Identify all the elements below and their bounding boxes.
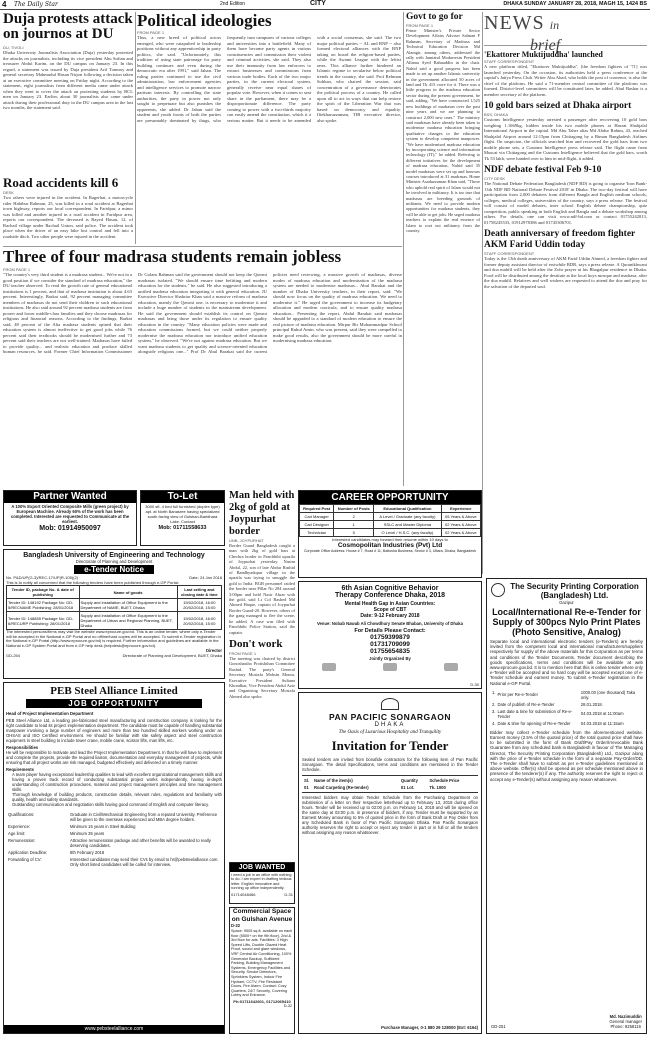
table-row bbox=[8, 838, 220, 848]
logo-icon bbox=[444, 663, 458, 671]
ad-req-heading: Requirements bbox=[6, 767, 34, 772]
ad-cbt-conference bbox=[298, 581, 482, 689]
conf-phone: 01731709099 bbox=[370, 641, 410, 648]
table-cell: O Level / H.S.C. (any faculty) bbox=[374, 529, 441, 537]
signatory-title: General manager bbox=[609, 1019, 642, 1024]
table-row bbox=[492, 702, 641, 707]
section-label: CITY bbox=[310, 0, 326, 7]
ad-to-let bbox=[140, 490, 225, 546]
col-header: Last selling and closing date & time bbox=[177, 586, 221, 599]
conf-phone: 01759399879 bbox=[370, 634, 410, 641]
brief-item bbox=[484, 229, 647, 289]
paper-name: The Daily Star bbox=[14, 1, 58, 8]
kv-key: Application Deadline: bbox=[8, 850, 48, 855]
ad-body: I need a job in an office with nothing to do. I am expert in drafting tedious letter. English innovative and running up office independently. bbox=[231, 873, 292, 891]
ad-phone: 01714048466 bbox=[231, 891, 256, 897]
headline: Man held with 2kg of gold at Joypurhat border bbox=[229, 490, 295, 537]
dateline: DHAKA SUNDAY JANUARY 28, 2018, MAGH 15, 1424 BS bbox=[503, 1, 647, 7]
ad-body: Bidder may collect e-Tender schedule from the aforementioned website. Earnest money (2.5% of the quoted price) of the total quoted price shall have to be submitted in the form of Bank Draft/Pay Order/Irrevocable Bank Guarantee from any scheduled bank in Bangladesh in favour of The Managing Director, The Security Printing Corporation (Bangladesh) Ltd., Gazipur along with the price of e-Tender schedule in the form of a separate Pay-Order/DD. The e-Tender shall have to submit as per e-Tender guidelines mentioned at above website. Offer(s) shall be opened as per schedule mentioned above in presence of the tenderer(s) if any. The authority reserves the right to reject or accept any e-Tender(s) without assigning any reason whatsoever. bbox=[490, 729, 643, 782]
col-header: Experience bbox=[441, 505, 480, 513]
column-rule bbox=[135, 12, 136, 244]
table-cell: 01 bbox=[304, 785, 309, 790]
page-number: 4 bbox=[2, 0, 7, 9]
ad-address: Corporate Office Address: House # 7, Road # 11, Baltosha Business, Sector # 3, Uttara, Dhaka, Bangladesh bbox=[303, 549, 477, 553]
table-cell: 1 bbox=[334, 521, 374, 529]
brief-body: Customs Intelligence yesterday arrested a passenger after recovering 10 gold bars weighing 1.1669kg, hidden inside his two mobile phones at Hazrat Shahjalal International Airport in the capital. Md Abu Taher alias Md Abdur Rahim, 43, reached Shahjalal Airport around 12:15pm from Chittagong by a Biman Bangladesh Airlines flight. On suspicion, the officials searched him and recovered the gold bars from two mobile phone sets, a Customs Intelligence press release said. The flight came from Muscat via Chittagong and the Customs Intelligence believed that the gold bars, worth Tk 53 lakh, were handed over to him in mid-flight, it added. bbox=[484, 117, 647, 161]
kv-value: 8th February 2018 bbox=[70, 850, 105, 855]
kv-value: 04.03.2018 at 11:15am bbox=[580, 720, 624, 726]
brief-byline: STAFF CORRESPONDENT bbox=[484, 59, 535, 64]
byline: FROM PAGE 1 bbox=[406, 23, 434, 28]
brief-body: Today is the 13th death anniversary of AKM Farid Uddin Ahmed, a freedom fighter and former deputy assistant director of erstwhile BDR, says a press release. A Quranikhwani and doa mahfil will be held after the Zohr prayer at his Bhagalpur residence in Dhaka. Food will be distributed among the destitute at the local boys mosque and madrasa, after the doa mahfil. Relatives and well wishers are requested to attend the doa and pray for the salvation of the departed soul. bbox=[484, 256, 647, 289]
kv-key: Remuneration: bbox=[8, 838, 36, 843]
ad-body: Sealed tenders are invited from bonafide contractors for the following item of Pan Pacific Sonargaon. The detail Specifications, terms and conditions are mentioned in the Tender Schedule. bbox=[302, 757, 478, 772]
headline: Govt to go for bbox=[406, 12, 463, 22]
brief-byline: BSS, DHAKA bbox=[484, 112, 509, 117]
ad-partner-wanted bbox=[3, 490, 137, 546]
ad-req-item: A team player having exceptional leadership qualities to lead with excellent organizational management skills and having a proven track record of conducting substantial project works independently, having in-depth understanding of construction procedures, material and project management principles and time management skills. bbox=[12, 772, 222, 792]
table-row bbox=[492, 721, 641, 726]
byline: DESK bbox=[3, 190, 14, 195]
ad-contact: Mob: 01711558633 bbox=[158, 525, 207, 531]
table-row bbox=[8, 824, 220, 829]
story-govt bbox=[406, 12, 480, 482]
story-madrasa bbox=[3, 246, 402, 486]
news-in-brief bbox=[484, 12, 647, 574]
story-body: Dhaka University Journalists Association (Duja) yesterday protested the attacks on journalists, including its vice president Abu Sufian and treasurer Abdul Karim, on the DU campus on January 23. In this regard, a statement was issued by Duja president Arif Tonmoy and general secretary Mahmudul Hasan Nirjon following a decision taken at an executive committee meeting on Friday night. According to the statement, eight journalists from different media came under attack when they went to cover the attack on protesting students by BCL men on January 23. Earlier, about 30 journalists also came under attack during their professional duty in the DU campus area in the last two months, the statement said. bbox=[3, 50, 133, 110]
kv-value: Graduate in Civil/Mechanical Engineering from a reputed University. Preference will be given to the overseas experienced and MBA degree holders. bbox=[70, 812, 218, 822]
table-cell: 02 Years & Above bbox=[441, 521, 480, 529]
brief-item bbox=[484, 101, 647, 161]
logo-icon bbox=[322, 663, 336, 671]
story-body: "The country's very third student is a madrasa student... We're not in a good position if we consider the standard of madrasa education," the DU teacher observed. To read the growth rate of general educational institutions is 1 percent, and that of madrasa institution is about 4.63 percent. Interestingly, Barkat said, 92 percent managing committee members of madrasas do not send their children to such educational institutions. He also said around 92 percent madrasa students are from poorer and lower middle-class families and they choose madrasas for religious and financial reasons. According to the findings, Barkat said, 48 percent of the Alia madrasa students opined that their education system is almost ineffective to get good jobs while 76 percent said their textbooks should be modernised further and 73 percent said their teachers are not well-trained. Madrasas have failed to provide quality... and realistic education and produce skilled human resources, he said. Former Chief Information Commissioner Dr Golam Rahman said the government should not keep the Qawmi madrasas isolated. "We should ensure time befitting and modern education for the students," he said. He also suggested introducing a unified madrasa education integrating it with general education. JU Executive Director Shahriar Khan said a massive reform of madrasa education, mainly the Qawmi one, is necessary to modernise it and include a huge number of students in the mainstream development. He said the government should establish its control on Qawmi madrasas and bring those under its regulation to ensure quality education in the country. "Many education policies were made and education commissions formed, but we could neither properly modernise the madrasa education nor introduce unified education system," he observed. "We're not against madrasa education. But we want madrasa students to get quality and science-oriented education alongside religious one..." Prof Dr Abul Barakat said the current policies need reviewing, a massive growth of madrasas, diverse modes of madrasa education and modernisation of the madrasa system are needed to modernise madrasas... Abul Barakat and the number of Dhaka University teachers, in their report, said: "We should now focus on the quality of madrasa education. We need to modernise it." He urged the government to increase its budgetary allocation and modern curricula, and to ensure quality madrasa education... Presenting the report, Abdul Barakat said madrasas should be upgraded to a standard of modern education to ensure the real picture of madrasa education. Mirpur Bir Mohammadpur School principal Ruhul Amin, who was present, said they were compelled to make good results, also the government should be more careful in modernising madrasa education. bbox=[3, 272, 402, 354]
ad-peb-steel bbox=[3, 682, 225, 1034]
brief-title: 'Ekattorer Muktijuddha' launched bbox=[484, 50, 603, 59]
kv-value: 28.01.2018. bbox=[580, 701, 603, 707]
brief-item bbox=[484, 165, 647, 225]
ad-signatory-dept: Directorate of Planning and Development, BUET, Dhaka bbox=[122, 653, 222, 659]
row-no: 2. bbox=[492, 701, 496, 707]
table-row bbox=[8, 812, 220, 822]
ad-position: Head of Project Implementation Department bbox=[6, 711, 94, 716]
brief-item bbox=[484, 50, 647, 97]
ad-body: Space: 9505 sq.ft. available on each floor (5500+ on the 9th floor), 2nd & 3rd floor for ads. Facilities: 3 High Speed Lifts, Double Glazed Heat Proof, sound and glare windows, VRF Central Air Conditioning, 100% Generator Backup, Sufficient Parking, Building Management Systems, Emergency Facilities and Security, Smoke Detectors, Sprinklers System, Indoor Fire Hydrant, CCTV, Fire Resistant Doors, Fire Alarm. Contact: Cozy Quarters, 24/7 Security, Covering Lobby and Entrance. bbox=[231, 929, 293, 998]
brief-byline: STAFF CORRESPONDENT bbox=[484, 251, 535, 256]
ad-note: The interested persons/firms may visit the website www.eprocure.gov.bd. This is an online tender, where only e-Tender will be accepted in the National e-GP Portal and no offline/hard copies will be accepted. To submit e-Tender registration in the National e-GP Portal (http://www.eprocure.gov.bd) is required. Further information and guidelines are available in the National e-GP System Portal and from e-GP help desk (helpdesk@eprocure.gov.bd). bbox=[6, 629, 221, 648]
headline: Don't work bbox=[229, 637, 283, 650]
story-political-ideologies bbox=[137, 12, 401, 244]
headline: Road accidents kill 6 bbox=[3, 176, 119, 190]
byline: DU, TIVOLI bbox=[3, 45, 24, 50]
table-cell: 19/02/2018, 16:00 20/02/2018, 15:00 bbox=[177, 612, 221, 630]
conf-org: Jointly Organized By bbox=[369, 656, 411, 661]
corp-name: The Security Printing Corporation (Bangladesh) Ltd. bbox=[510, 582, 639, 600]
brief-body: The National Debate Federation Bangladesh (NDF BD) is going to organise 'Iron Bank-13th NDF BD National Debate Festival 2018' in Dhaka. The two-day festival will have participation from 2,000 debaters from different Bangla and English medium schools, colleges, medical colleges, universities of the country, says a press release. The festival will consist of model debates, inter school English debate championship, quiz competition, public speaking in both English and Bangla and a debate workshop among others. For details, one can visit www.ndf-bd.com or contact 01755242813, 01758245533, 01912978386 and 01745306701. bbox=[484, 181, 647, 225]
edition-label: 2nd Edition bbox=[220, 1, 246, 7]
story-duja bbox=[3, 12, 133, 172]
brief-body: A new platform titled, "Ekattorer Muktijuddha", [the freedom fighters of '71] was launched yesterday. On the occasion, its authorities held a press conference at the capital's Jatiya Press Club. Writer Abu Ahad, who holds the post of convenor, is also the chief of the platform. He said a 71-member central committee of the platform was formed. District-level committees will be constituted later, he added. Abul Bashar is a member secretary of the platform. bbox=[484, 64, 647, 97]
tender-item-table bbox=[302, 775, 478, 793]
table-row bbox=[492, 709, 641, 719]
tender-heading: Local/International Re-e-Tender for Supply of 300pcs Nylo Print Plates (Photo Sensitive, Analog) bbox=[492, 607, 641, 637]
ad-intro: This is to notify all concerned that the following tenders have been published through e-GP Portal: bbox=[6, 580, 179, 585]
story-body: Thus, a new breed of political actors emerged, who were catapulted to leadership positions without any apprenticeship in party politics, she said. "Unfortunately, this tradition of using state patronage for party building continues and even during the democratic era after 1991," said Jahan. The ruling parties continued to use the civil administration, law enforcement agencies and intelligence services to promote narrow partisan interests. By controlling the state authorities, the party in power not only sought to perpetuate but also punishes the opponents, she added. Dr Jahan said the student and youth fronts of both the parties are presumably dominated by thugs, who frequently turn campuses of various colleges and universities into a battlefield. Many of them have become party agents in various constituencies and commission their violent and criminal activities, she said. They also use their immunity from law enforcers to extract businesses and commissions from various trade bodies. Each of the two major parties, in the current electoral system, generally receive near equal shares of popular vote. However, when it comes to seat share in the parliament, there may be a disproportionate difference. The party coming to power with a two-thirds majority can easily amend the constitution, which it a serious matter. But it needs to be amended with a social consensus, she said. The two major political parties -- AL and BNP -- also formed electoral alliances with the BNP taking on board the religion-based parties, while the Awami League with the leftist ones. This alliance further hindered an Islamic regime to secularise below political trends in the country, she said. Prof Rehman Sobhan, who chaired the session, said concentration of a governance deteriorates the political process of a country. He called upon all to act in ways that can help restore the spirit of the Liberation War that was based on democracy and equality. Iftekharuzzaman, TIB executive director, also spoke. bbox=[137, 35, 401, 123]
col-header: Quantity bbox=[400, 778, 418, 783]
ad-dir: Directorate of Planning and Development bbox=[75, 559, 153, 564]
ad-body: Separate local and international electronic tenders (e-Tenders) are hereby invited from the competent local and international manufacturers/suppliers respectively for supply of the above materials for this Corporation as per terms and conditions of the Tender Documents. Tender document describing the goods specifications, terms and conditions will be available at web www.eprocure.gov.bd. It is to mention here that this is online tender where only e-Tender will be accepted and no hard copy will be accepted except one of e-Tender schedule and earnest money. To submit e-Tender registration in the National e-GP Portal. bbox=[490, 639, 643, 686]
ad-contact: Mob: 01914950097 bbox=[39, 525, 101, 532]
ad-kv-table bbox=[6, 810, 222, 869]
table-cell: Tk. 1000 bbox=[429, 785, 446, 790]
ad-company: PEB Steel Alliance Limited bbox=[50, 685, 178, 697]
ad-code: GD-251 bbox=[491, 1024, 506, 1029]
kv-value: Minimum 15 years in Steel Building bbox=[70, 824, 136, 829]
ad-signatory: Director bbox=[205, 648, 222, 654]
headline: Duja protests attack on journos at DU bbox=[3, 12, 133, 42]
ad-website[interactable]: www.pebsteelalliance.com bbox=[4, 1025, 224, 1033]
kv-value: Minimum 35 years bbox=[70, 831, 105, 836]
signatory-phone: Phone: 9258116 bbox=[610, 1024, 641, 1029]
kv-key: Date & time for opening of Re-e-Tender bbox=[497, 720, 571, 726]
table-cell: Supply and installation of Office Equipment to the Department of NAME, BUET, Dhaka bbox=[79, 599, 177, 612]
col-header: Sl. bbox=[304, 778, 310, 783]
col-header: Name of the item(s) bbox=[313, 778, 353, 783]
ad-notice: e-Tender Notice bbox=[74, 565, 154, 574]
tender-heading: Invitation for Tender bbox=[331, 738, 449, 753]
byline: FROM PAGE 1 bbox=[137, 30, 165, 35]
ad-body: Interested bidders may obtain Tender Schedule from the Purchasing Department on submission of a letter on their respective letterhead up to February 13, 2018 during office hours. Tender will be received up to 02:00 p.m. on February 14, 2018 and will be opened on the same day at 03:00 p.m. in presence of bidders, if any. Tender must be supported by an Earnest Money amounting to 5% of quoted price in the form of Bank Draft or Pay Order from any Scheduled Bank in favor of Pan Pacific Sonargaon Dhaka. Pan Pacific Sonargaon authority reserves the right to accept or reject any tender in part or in full or all the tenders without assigning any reason whatsoever. bbox=[302, 795, 478, 835]
logo-icon bbox=[383, 663, 397, 671]
ad-security-printing bbox=[486, 578, 647, 1034]
table-row bbox=[8, 857, 220, 867]
headline: Political ideologies bbox=[137, 12, 272, 30]
masthead bbox=[0, 0, 650, 10]
table-cell: 2 bbox=[334, 513, 374, 521]
ad-body: PEB Steel Alliance Ltd, a leading pre-fabricated steel manufacturing and construction company is looking for the right candidate to lead its project implementation department. The candidate must be capable of handling substantial manpower involving a large number of engineers and more than two hundred skilled workers working under an OHSAS and ISO Certified environment. He should be familiar with site safety aspect and steel construction equipment in steel building to include tower crane, mobile crane, scissor lifts, man lifts, etc. bbox=[6, 718, 222, 743]
col-header: Number of Posts bbox=[334, 505, 374, 513]
ad-head: To-Let bbox=[141, 491, 224, 503]
conf-line: Mental Health Gap in Asian Countries: bbox=[344, 601, 436, 607]
conf-contact-label: For Details Please Contact: bbox=[354, 628, 426, 634]
ad-note: Interested candidates may forward their resume within 10 days to bbox=[332, 537, 448, 542]
ad-date: Date: 24 Jan 2018 bbox=[189, 575, 222, 580]
table-cell: Supply and installation of Office Equipment to the Department of Urban and Regional Planning, BUET, Dhaka bbox=[79, 612, 177, 630]
corp-location: Gazipur bbox=[559, 600, 574, 605]
table-row bbox=[300, 513, 481, 521]
byline: UNB, JOYPURHAT bbox=[229, 538, 264, 543]
story-gold-border bbox=[229, 490, 295, 860]
ad-head: CAREER OPPORTUNITY bbox=[299, 491, 481, 504]
ad-commercial-space bbox=[229, 907, 295, 1034]
column-rule bbox=[482, 12, 483, 574]
hotel-tagline: The Oasis of Luxurious Hospitality and Tranquility bbox=[338, 730, 442, 735]
conf-line: 6th Asian Cognitive Behavior bbox=[341, 585, 439, 592]
table-row bbox=[8, 831, 220, 836]
table-cell: Road Carpeting (Re-tender) bbox=[313, 785, 369, 790]
ad-phone: Ph:01711642601, 01712065410 bbox=[233, 998, 291, 1004]
ad-foot bbox=[230, 892, 294, 897]
signature-block bbox=[609, 1014, 642, 1029]
ad-body: A 100% Export Oriented Composite Mills (green project) by European Machine. Already 60% of the work has been completed. Interested are requested to Communicate at the earliest. bbox=[10, 504, 130, 524]
ad-head: JOB WANTED bbox=[230, 863, 294, 872]
col-header: Educational Qualification bbox=[374, 505, 441, 513]
corp-logo-icon bbox=[491, 583, 505, 597]
row-no: 1. bbox=[492, 689, 496, 695]
brief-brief-word: brief bbox=[530, 37, 561, 54]
ad-code: GD-254 bbox=[6, 653, 21, 659]
hotel-city: DHAKA bbox=[374, 722, 406, 728]
kv-value: 1000.00 (one thousand) Taka only. bbox=[580, 689, 636, 700]
ad-code: D-32 bbox=[283, 1003, 292, 1008]
ad-body: 3000 sft. 4 bed full furnished (duplex type) apt. at North Banasree having specialized south facing view of Gulshan-Baridhara Lake. Contact bbox=[145, 504, 220, 524]
conf-date: Date: 9-12 February 2018 bbox=[360, 613, 420, 619]
ad-head: Commercial Space on Gulshan Avenue bbox=[231, 908, 293, 923]
table-row bbox=[300, 521, 481, 529]
story-road-accidents bbox=[3, 176, 133, 244]
ad-pan-pacific bbox=[298, 692, 482, 1034]
kv-key: Date of publish of Re-e-Tender bbox=[497, 701, 555, 707]
conf-phone: 01755654835 bbox=[370, 648, 410, 655]
conf-line: Therapy Conference Dhaka, 2018 bbox=[334, 592, 446, 599]
table-cell: Technician bbox=[300, 529, 334, 537]
col-header: Schedule Price bbox=[429, 778, 460, 783]
byline: FROM PAGE 1 bbox=[229, 650, 257, 656]
table-row bbox=[8, 850, 220, 855]
ad-req-item: Thorough knowledge of building products, construction details, relevant rules, regulations and familiarity with quality, health and safety standards. bbox=[12, 792, 222, 802]
table-row bbox=[7, 612, 222, 630]
hotel-logo-icon bbox=[381, 698, 399, 710]
col-header: Tender ID, package No. & date of publishing bbox=[7, 586, 80, 599]
table-cell: 19/02/2018, 16:00 20/02/2018, 15:00 bbox=[177, 599, 221, 612]
ad-job-banner: JOB OPPORTUNITY bbox=[26, 699, 202, 708]
table-row bbox=[304, 785, 476, 790]
table-cell: Tender ID: 148855 Package No: GD-6/RECURP Publishing: 28/01/2018 bbox=[7, 612, 80, 630]
story-body: Two others were injured in the accident. In Bagerhat, a motorcycle rider Habibur Rahman, 25, was killed in a road accident at Bagerhat town highway, reports our local correspondent. In Faridpur, a minor was killed and another injured in a road accident in Faridpur area, reports our correspondent. The deceased is Rayed Hasan, 12, of Rachail village under Rachail Union, said police. The accident took place when the driver of an easy bike lost control and fell into a roadside ditch. Two other people were injured in the accident. bbox=[3, 195, 133, 239]
hotel-name: PAN PACIFIC SONARGAON bbox=[328, 712, 452, 722]
kv-value: Interested candidates may send their CVs by email to hr@pebsteelalliance.com. Only short listed candidates will be called for interview. bbox=[70, 857, 219, 867]
brief-in-word: in bbox=[549, 18, 560, 32]
table-cell: 5 bbox=[334, 529, 374, 537]
ad-career-opportunity bbox=[298, 490, 482, 578]
kv-key: Qualifications: bbox=[8, 812, 35, 817]
ad-sig-row bbox=[6, 653, 222, 658]
ad-code: D-30 bbox=[470, 682, 479, 687]
byline: FROM PAGE 1 bbox=[3, 267, 31, 272]
ad-ref: No. P&D/UP(G-3)/REC-17/UP(R-105)(2) bbox=[6, 575, 79, 580]
tender-table bbox=[6, 585, 222, 630]
ad-code: D-31 bbox=[284, 891, 293, 897]
table-cell: A Level / Graduate (any faculty) bbox=[374, 513, 441, 521]
brief-title: Death anniversary of freedom fighter AKM Farid Uddin today bbox=[484, 229, 636, 250]
table-cell: 02 Years & Above bbox=[441, 529, 480, 537]
table-row bbox=[492, 690, 641, 700]
signatory-name: Md. Nazimuddin bbox=[609, 1014, 642, 1019]
table-cell: 01 Lot. bbox=[400, 785, 415, 790]
table-cell: Tender ID: 148192 Package No: GD-5/RECNAME Publishing: 28/01/2018 bbox=[7, 599, 80, 612]
row-no: 3. bbox=[492, 708, 496, 714]
organizer-logos bbox=[299, 663, 481, 671]
ad-org: Bangladesh University of Engineering and Technology bbox=[23, 552, 205, 559]
ad-ref: D-32 bbox=[231, 923, 241, 928]
kv-value: 04.03.2018 at 11:00am bbox=[580, 711, 624, 717]
col-header: Name of goods bbox=[79, 586, 177, 599]
story-body: Prime Minister's Private Sector Development Affairs Adviser Salman F Rahman, Secretary of Madrasa and Technical Education Division Md Alamgir, among others, addressed the rally with Jamiatul Modarresin President Allama Syed Bahauddin in the chair. Nahid said a good progress has been made to set up another Islamic university in the government allocated 50 acres of land and Tk 415 crore for it. There was a little progress in the madrasa education sector during the present government, he said, adding, "We have constructed 1,525 new buildings of madrasas over the past nine years and we are planning to construct 2,000 new ones." The ministry said madrasas have already been taken to modernise madrasa education bringing qualitative changes to the education system to develop competent manpower. "We have modernised madrasa education by incorporating science and information technology (IT)," he added. Referring to different initiatives for the development of madrasa education, Nahid said 35 model madrasas were set up and honours courses introduced at 31 madrasas. Home Minister Asaduzzaman Khan said, "Those who uphold real spirit of Islam would not be involved in militancy. It is too true that madrasas are breeding grounds of militants. We need to provide modern opportunities for madrasa students, they will be able to get jobs. He urged madrasa teachers to explain the real essence of Islam to root out militancy from the country. bbox=[406, 28, 480, 234]
conf-venue: Venue: Nobab Nawab Ali Chowdhury Senate Bhaban, University of Dhaka bbox=[317, 621, 463, 626]
story-body: Border Guard Bangladesh caught a man with 2kg of gold bars at Chechra border in Panchbibi upazila of Joypurhat yesterday. Nasim Abdul, 22, son of late Abdur Rashid of Bandhyadupur village in the upazila was trying to smuggle the gold to India. BGB personnel raided the border near Pillar No 284 around 3:00pm and held Nasir Abrar with the gold, said Lt Col Rashed Md Ahmed Haque, captain of Joypurhat Border Guard-20. However, others of the gang managed to flee the scene, he added. A case was filed with Panchbibi Police Station, said the captain. bbox=[229, 543, 295, 635]
career-table bbox=[299, 504, 481, 537]
ad-buet-tender bbox=[3, 549, 225, 679]
row-no: 4. bbox=[492, 720, 496, 726]
kv-key: Experience: bbox=[8, 824, 31, 829]
brief-title: 10 gold bars seized at Dhaka airport bbox=[484, 101, 632, 111]
ad-resp-heading: Responsibilities bbox=[6, 745, 39, 750]
ad-company: Cosmopolitan Industries (Pvt) Ltd bbox=[337, 542, 443, 549]
table-cell: Cad Designer bbox=[300, 521, 334, 529]
ad-req-item: Outstanding communication and negotiation skills having good command of English and computer literacy. bbox=[12, 802, 210, 807]
brief-byline: CITY DESK bbox=[484, 176, 506, 181]
tender-schedule-table bbox=[490, 688, 643, 728]
ad-signatory: Purchase Manager, 0-1 880 29 128000 (Ext: 6164) bbox=[381, 1025, 478, 1030]
brief-title: NDF debate festival Feb 9-10 bbox=[484, 165, 602, 175]
ad-head: Partner Wanted bbox=[4, 491, 136, 503]
ad-resp: He will be responsible to motivate and lead the Project Implementation Department. In that he will have to implement and complete the projects, provide the required liaison, documentation and everyday management of projects, while ensuring that all project works are risk managed, budgeted effectively and delivered on a timely manner. bbox=[6, 750, 222, 765]
brief-header bbox=[484, 12, 647, 54]
kv-key: Forwarding of CV: bbox=[8, 857, 42, 862]
col-header: Required Post bbox=[300, 505, 334, 513]
table-cell: Cad Manager bbox=[300, 513, 334, 521]
story-body: The meeting was chaired by district Gonoshastho Protishthan Committee Rashid. The party's General Secretary Mostafa Mohsin Montu, Executive President Sultana Khondkar, Vice President Abdul Aziz and Organising Secretary Mostafa Ahmed also spoke. bbox=[229, 655, 295, 699]
ad-job-wanted bbox=[229, 862, 295, 904]
headline: Three of four madrasa students remain jobless bbox=[3, 247, 342, 266]
kv-value: Attractive remuneration package and other benefits will be awarded to really deserving candidates. bbox=[70, 838, 211, 848]
table-cell: SSLC and Master Diploma bbox=[374, 521, 441, 529]
kv-key: Prior per Re-e-Tender bbox=[497, 692, 538, 698]
conf-line: Scope of CBT bbox=[373, 607, 407, 613]
kv-key: Age limit: bbox=[8, 831, 26, 836]
column-rule bbox=[403, 12, 404, 486]
brief-news-word: NEWS bbox=[484, 12, 545, 34]
kv-key: Last date & time for submission of Re-e-Tender bbox=[497, 708, 573, 719]
table-cell: 05 Years & Above bbox=[441, 513, 480, 521]
table-row bbox=[300, 529, 481, 537]
table-row bbox=[7, 599, 222, 612]
